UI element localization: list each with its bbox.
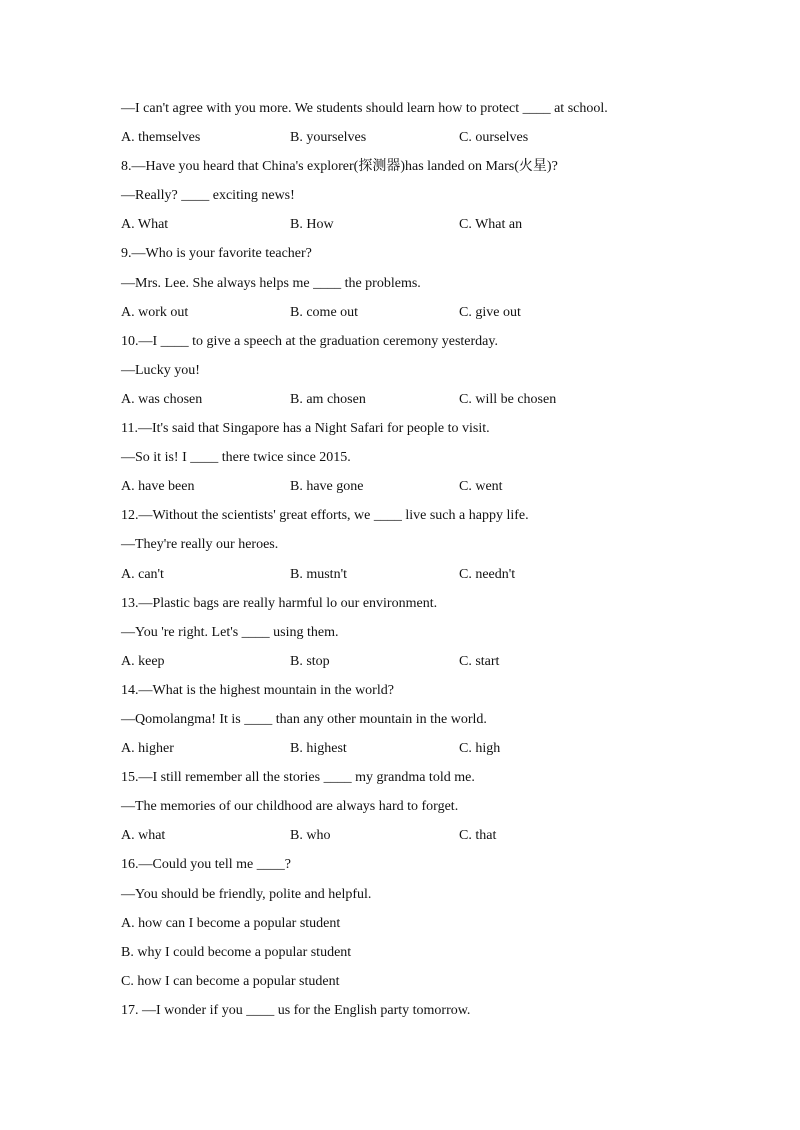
question-text-line: —Qomolangma! It is ____ than any other mountain in the world.: [121, 711, 487, 727]
answer-option: B. have gone: [290, 479, 364, 495]
question-text-line: 8.—Have you heard that China's explorer(探测器)has landed on Mars(火星)?: [121, 159, 558, 175]
answer-option: A. keep: [121, 653, 165, 669]
answer-option: B. who: [290, 828, 331, 844]
question-text-line: —You should be friendly, polite and helpful.: [121, 886, 372, 902]
question-text-line: B. why I could become a popular student: [121, 944, 352, 960]
question-text-line: 17. —I wonder if you ____ us for the English party tomorrow.: [121, 1002, 471, 1018]
answer-options-row: [121, 821, 740, 850]
answer-option: A. what: [121, 828, 166, 844]
answer-options-row: [121, 385, 740, 414]
answer-option: A. What: [121, 217, 169, 233]
question-text-line: 12.—Without the scientists' great efforts, we ____ live such a happy life.: [121, 508, 529, 524]
answer-options-row: [121, 123, 740, 152]
answer-options-row: [121, 472, 740, 501]
answer-option: C. went: [459, 479, 503, 495]
answer-option: A. have been: [121, 479, 195, 495]
answer-option: A. can't: [121, 566, 164, 582]
answer-option: B. How: [290, 217, 334, 233]
question-text-line: —I can't agree with you more. We students should learn how to protect ____ at school.: [121, 101, 608, 116]
answer-option: A. work out: [121, 304, 189, 320]
answer-option: B. mustn't: [290, 566, 347, 582]
question-text-line: —Lucky you!: [121, 362, 200, 378]
answer-option: B. yourselves: [290, 130, 367, 146]
answer-option: C. needn't: [459, 566, 516, 582]
answer-option: C. that: [459, 828, 497, 844]
answer-options-row: [121, 298, 740, 327]
question-text-line: —They're really our heroes.: [121, 537, 279, 553]
answer-option: A. was chosen: [121, 391, 203, 407]
answer-option: B. highest: [290, 741, 347, 757]
question-text-line: —So it is! I ____ there twice since 2015.: [121, 450, 351, 466]
answer-option: A. higher: [121, 741, 174, 757]
answer-options-row: [121, 210, 740, 239]
answer-option: C. give out: [459, 304, 521, 320]
question-text-line: A. how can I become a popular student: [121, 915, 341, 931]
answer-option: C. start: [459, 653, 500, 669]
question-list: [121, 94, 740, 1025]
question-text-line: —You 're right. Let's ____ using them.: [121, 624, 339, 640]
answer-option: B. am chosen: [290, 391, 366, 407]
question-text-line: 15.—I still remember all the stories ____ my grandma told me.: [121, 770, 475, 786]
answer-option: C. What an: [459, 217, 523, 233]
question-text-line: 14.—What is the highest mountain in the world?: [121, 682, 394, 698]
question-text-line: C. how I can become a popular student: [121, 973, 340, 989]
answer-options-row: [121, 734, 740, 763]
answer-option: C. ourselves: [459, 130, 529, 146]
question-text-line: —Really? ____ exciting news!: [121, 188, 295, 204]
question-text-line: 13.—Plastic bags are really harmful lo our environment.: [121, 595, 438, 611]
answer-option: A. themselves: [121, 130, 201, 146]
answer-option: B. come out: [290, 304, 359, 320]
answer-option: C. will be chosen: [459, 391, 557, 407]
question-text-line: 9.—Who is your favorite teacher?: [121, 246, 312, 262]
answer-option: C. high: [459, 741, 501, 757]
question-text-line: 16.—Could you tell me ____?: [121, 857, 291, 873]
answer-options-row: [121, 560, 740, 589]
question-text-line: —The memories of our childhood are always hard to forget.: [121, 799, 459, 815]
answer-option: B. stop: [290, 653, 330, 669]
question-text-line: 10.—I ____ to give a speech at the graduation ceremony yesterday.: [121, 333, 498, 349]
question-text-line: —Mrs. Lee. She always helps me ____ the problems.: [121, 275, 421, 291]
answer-options-row: [121, 647, 740, 676]
question-text-line: 11.—It's said that Singapore has a Night Safari for people to visit.: [121, 421, 490, 437]
